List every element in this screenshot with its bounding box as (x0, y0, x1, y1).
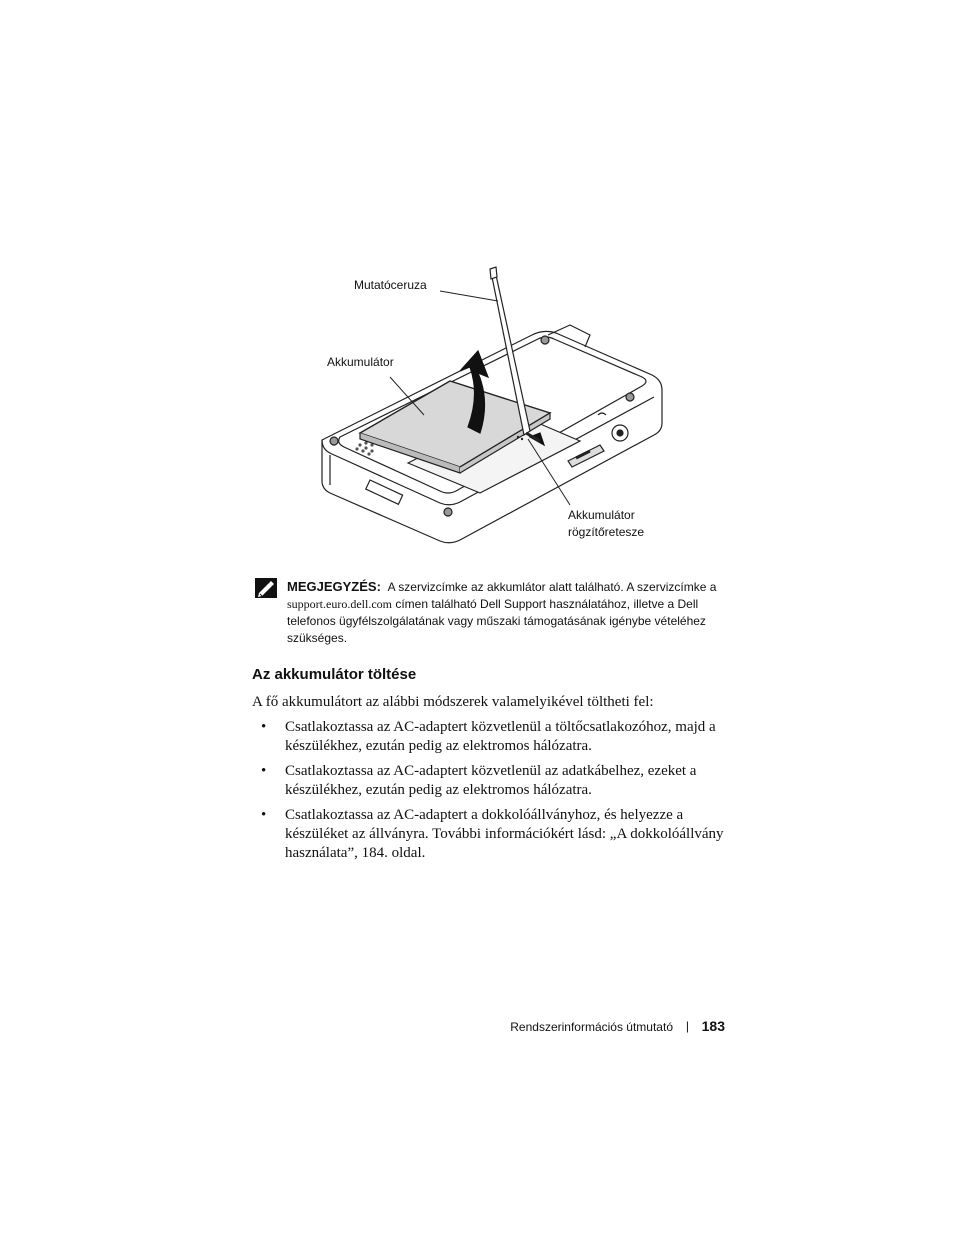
note-body (287, 596, 725, 647)
footer-separator: | (685, 1019, 689, 1033)
list-item (252, 806, 732, 863)
list-item-text: Csatlakoztassa az AC-adaptert közvetlenül az adatkábelhez, ezeket a készülékhez, ezután pedig az elektromos hálózatra. (285, 763, 697, 798)
list-item (252, 718, 732, 756)
bullet-marker: • (261, 719, 267, 735)
list-item (252, 762, 732, 800)
bullet-marker: • (261, 763, 267, 779)
footer-title: Rendszerinformációs útmutató (510, 1020, 673, 1034)
list-item-text: Csatlakoztassa az AC-adaptert közvetlenül a töltőcsatlakozóhoz, majd a készülékhez, ezután pedig az elektromos hálózatra. (285, 719, 716, 754)
battery-latch-callout (568, 507, 678, 541)
pencil-note-icon (255, 578, 277, 598)
latch-callout-line2: rögzítőretesze (568, 525, 645, 539)
latch-callout-line1: Akkumulátor (568, 508, 635, 522)
bullet-marker: • (261, 807, 267, 823)
page-number: 183 (701, 1018, 725, 1034)
charging-methods-list (252, 718, 732, 869)
note-box (255, 578, 725, 647)
battery-callout: Akkumulátor (327, 355, 394, 369)
section-heading: Az akkumulátor töltése (252, 666, 417, 683)
note-text-2: címen található Dell Support használatához, illetve a Dell telefonos ügyfélszolgálatának vagy műszaki támogatásának igénybe vételéhez szükséges. (287, 597, 706, 645)
note-lead: MEGJEGYZÉS: (287, 579, 381, 594)
stylus-callout: Mutatóceruza (354, 278, 427, 292)
note-first-line (287, 578, 725, 596)
support-url: support.euro.dell.com (287, 597, 392, 611)
list-item-text: Csatlakoztassa az AC-adaptert a dokkolóállványhoz, és helyezze a készüléket az állványra. További információkért lásd: „A dokkolóállvány használata”, 184. oldal. (285, 807, 724, 861)
section-intro: A fő akkumulátort az alábbi módszerek valamelyikével töltheti fel: (252, 694, 654, 710)
note-text-1: A szervizcímke az akkumlátor alatt található. A szervizcímke a (387, 580, 717, 594)
